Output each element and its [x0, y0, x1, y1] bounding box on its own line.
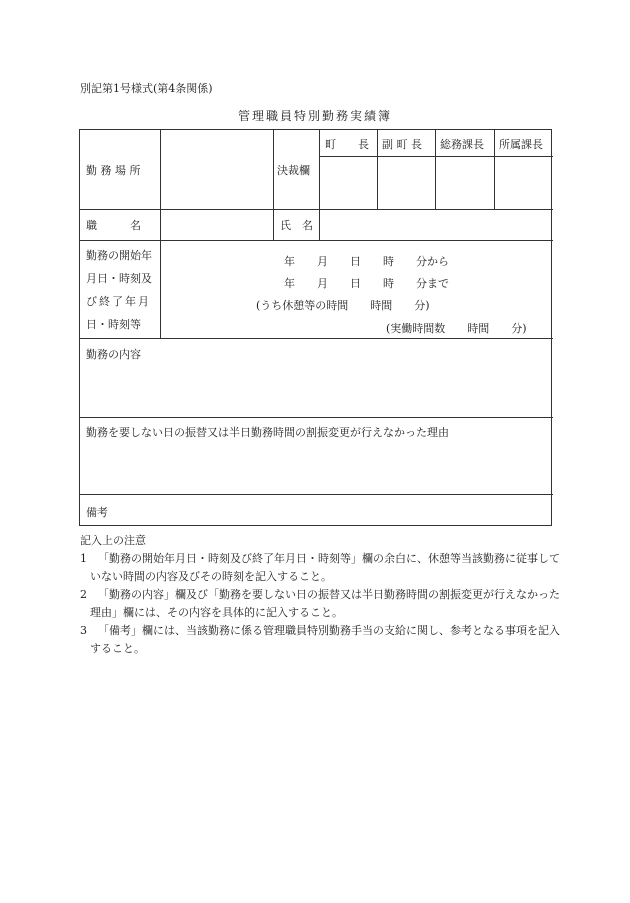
row-divider-time	[80, 338, 553, 339]
reason-field[interactable]	[81, 442, 552, 493]
start-end-label-line-1: 勤務の開始年	[86, 249, 152, 262]
note-text: 「勤務の内容」欄及び「勤務を要しない日の振替又は半日勤務時間の割振変更が行えなかった理由」欄には、その内容を具体的に記入すること。	[90, 588, 560, 619]
position-field[interactable]	[161, 210, 272, 239]
work-content-field[interactable]	[81, 364, 552, 416]
approver-general-affairs-label: 総務課長	[440, 138, 484, 151]
note-item-3	[80, 622, 560, 658]
row-divider-content	[80, 417, 553, 418]
reason-label: 勤務を要しない日の振替又は半日勤務時間の割振変更が行えなかった理由	[86, 426, 449, 439]
workplace-field[interactable]	[161, 131, 272, 208]
approver-section-chief-label: 所属課長	[499, 138, 543, 151]
remarks-label: 備考	[86, 506, 108, 519]
col-divider-approval-label	[273, 130, 274, 209]
approver-general-affairs-seal-box[interactable]	[436, 157, 493, 208]
actual-hours-line[interactable]: (実働時間数 時間 分)	[386, 322, 527, 335]
end-time-line[interactable]: 年 月 日 時 分まで	[284, 277, 449, 290]
approver-mayor-label: 町 長	[325, 138, 369, 151]
note-number: 1	[80, 552, 87, 565]
note-item-2	[80, 586, 560, 622]
row-divider-reason	[80, 494, 553, 495]
break-time-line[interactable]: (うち休憩等の時間 時間 分)	[256, 299, 430, 312]
approval-column-label: 決裁欄	[277, 164, 310, 177]
start-end-label-line-3: び終了年月	[86, 295, 151, 308]
col-divider-name-label	[273, 209, 274, 240]
start-end-label-line-4: 日・時刻等	[86, 318, 141, 331]
document-title: 管理職員特別勤務実績簿	[237, 109, 392, 123]
note-text: 「備考」欄には、当該勤務に係る管理職員特別勤務手当の支給に関し、参考となる事項を記入すること。	[90, 624, 560, 655]
workplace-label: 勤 務 場 所	[86, 164, 141, 177]
note-item-1	[80, 550, 560, 586]
remarks-field[interactable]	[120, 496, 552, 525]
notes-heading: 記入上の注意	[80, 534, 146, 547]
record-form-table	[79, 129, 552, 526]
name-label: 氏 名	[280, 219, 313, 232]
position-label: 職 名	[86, 219, 141, 232]
approver-deputy-mayor-label: 副 町 長	[382, 138, 422, 151]
note-number: 3	[80, 624, 87, 637]
approver-mayor-seal-box[interactable]	[320, 157, 376, 208]
row-divider-position	[80, 240, 553, 241]
form-number-label: 別記第1号様式(第4条関係)	[80, 82, 213, 95]
start-time-line[interactable]: 年 月 日 時 分から	[284, 255, 449, 268]
approver-deputy-mayor-seal-box[interactable]	[378, 157, 434, 208]
note-number: 2	[80, 588, 87, 601]
start-end-label-line-2: 月日・時刻及	[86, 272, 152, 285]
name-field[interactable]	[320, 210, 552, 239]
approver-section-chief-seal-box[interactable]	[495, 157, 552, 208]
entry-notes	[80, 532, 560, 658]
note-text: 「勤務の開始年月日・時刻及び終了年月日・時刻等」欄の余白に、休憩等当該勤務に従事していない時間の内容及びその時刻を記入すること。	[90, 552, 560, 583]
work-content-label: 勤務の内容	[86, 348, 141, 361]
